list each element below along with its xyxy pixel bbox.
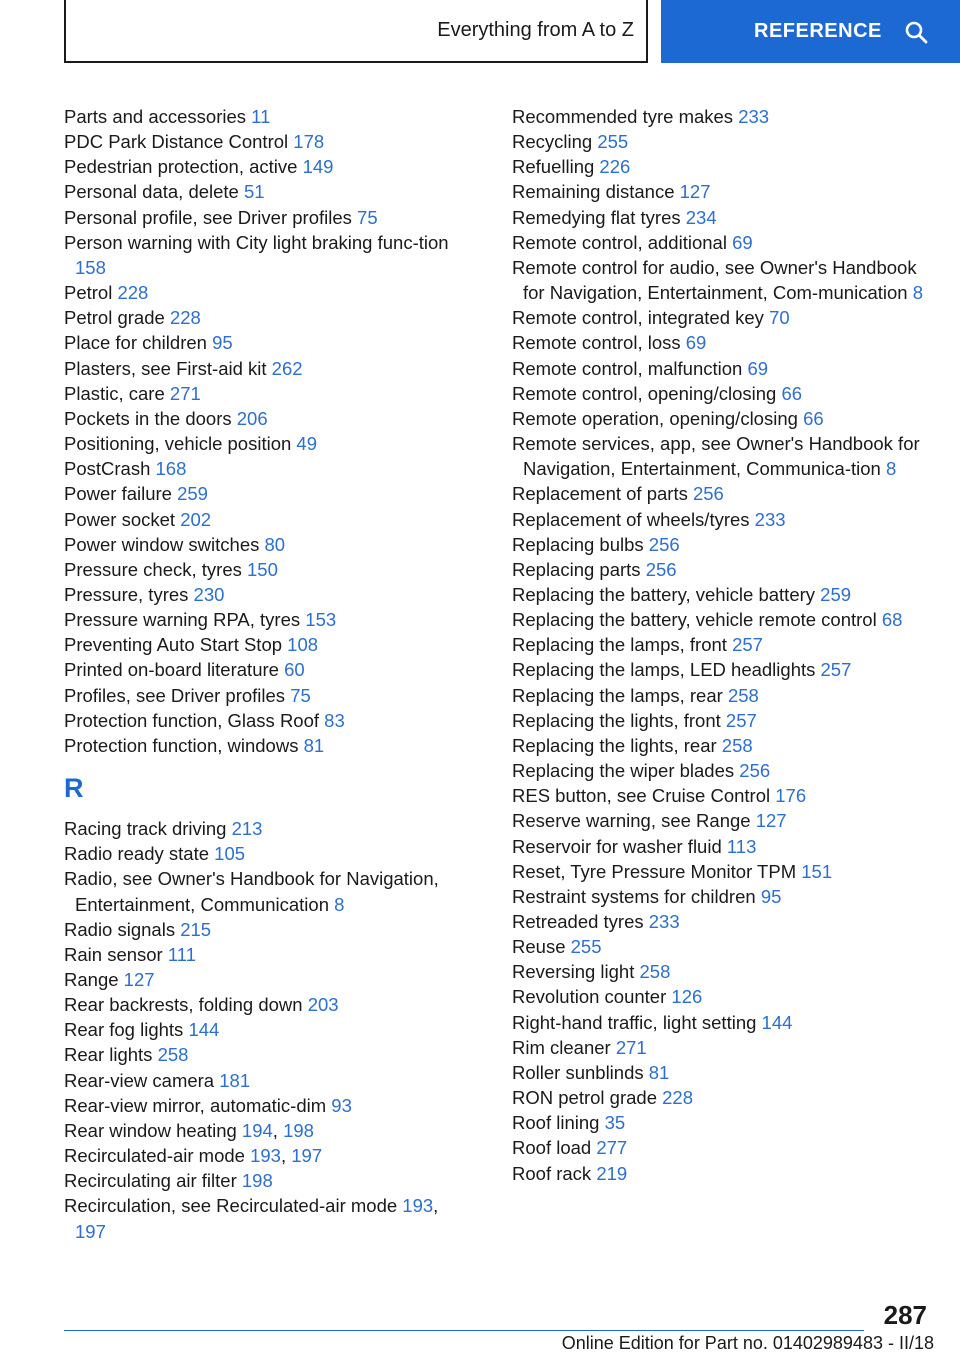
page-reference-link[interactable]: 197 bbox=[75, 1220, 106, 1242]
index-entry bbox=[512, 1035, 932, 1060]
index-term: Person warning with City light braking func-tion bbox=[64, 231, 449, 253]
index-term: Rear window heating bbox=[64, 1119, 237, 1141]
index-entry bbox=[512, 657, 932, 682]
page-reference-link[interactable]: 234 bbox=[685, 206, 717, 228]
index-term: Power failure bbox=[64, 483, 172, 505]
page-reference-link[interactable]: 230 bbox=[193, 583, 225, 605]
index-term: Remote control, additional bbox=[512, 231, 727, 253]
page-reference-link[interactable]: 127 bbox=[755, 810, 787, 832]
page-reference-link[interactable]: 66 bbox=[803, 407, 824, 429]
index-entry bbox=[64, 708, 464, 733]
index-term: Roof load bbox=[512, 1137, 592, 1159]
page-reference-link[interactable]: 83 bbox=[324, 709, 345, 731]
index-term: Roof rack bbox=[512, 1162, 592, 1184]
index-entry bbox=[64, 557, 464, 582]
page-reference-link[interactable]: 256 bbox=[648, 533, 680, 555]
index-entry bbox=[64, 1168, 464, 1193]
page-reference-link[interactable]: 80 bbox=[264, 533, 286, 555]
index-entry bbox=[64, 330, 464, 355]
index-entry bbox=[512, 205, 932, 230]
index-term: Recirculation, see Recirculated-air mode bbox=[64, 1195, 398, 1217]
index-term: Parts and accessories bbox=[64, 106, 247, 127]
index-entry bbox=[512, 1110, 932, 1135]
page-reference-link[interactable]: 127 bbox=[679, 181, 711, 203]
index-entry bbox=[64, 942, 464, 967]
page-reference-link[interactable]: 271 bbox=[169, 382, 201, 404]
page-number: 287 bbox=[883, 1300, 927, 1330]
index-entry bbox=[512, 884, 932, 909]
page-reference-link[interactable]: 111 bbox=[167, 943, 196, 965]
index-term: Protection function, Glass Roof bbox=[64, 709, 320, 731]
page-reference-link[interactable]: 69 bbox=[732, 231, 753, 253]
index-term: Radio signals bbox=[64, 918, 176, 940]
page-reference-link[interactable]: 105 bbox=[214, 843, 246, 865]
page-reference-link[interactable]: 262 bbox=[271, 357, 303, 379]
index-term: Remote control, integrated key bbox=[512, 307, 764, 329]
index-entry bbox=[512, 305, 932, 330]
index-entry: Recirculated-air mode 193, 197 bbox=[64, 1145, 323, 1167]
index-term: Rear lights bbox=[64, 1044, 153, 1066]
index-entry bbox=[512, 507, 932, 532]
index-entry bbox=[512, 532, 932, 557]
page-reference-link[interactable]: 193 bbox=[402, 1195, 434, 1217]
index-term: Protection function, windows bbox=[64, 734, 299, 756]
index-entry bbox=[64, 841, 464, 866]
index-term: Replacing the wiper blades bbox=[512, 760, 735, 782]
page-reference-link[interactable]: 259 bbox=[820, 583, 852, 605]
index-term: Revolution counter bbox=[512, 986, 667, 1008]
index-term: Replacing the lamps, front bbox=[512, 634, 727, 656]
section-letter: R bbox=[64, 773, 84, 804]
page-reference-link[interactable]: 206 bbox=[236, 407, 268, 429]
index-term: Roller sunblinds bbox=[512, 1061, 644, 1083]
page-reference-link[interactable]: 258 bbox=[157, 1044, 189, 1066]
index-term: Replacing the battery, vehicle battery bbox=[512, 583, 816, 605]
index-term: Profiles, see Driver profiles bbox=[64, 684, 286, 706]
page-reference-link[interactable]: 35 bbox=[604, 1112, 626, 1134]
index-term: Preventing Auto Start Stop bbox=[64, 634, 283, 656]
index-term: Reuse bbox=[512, 936, 566, 958]
index-term: Reserve warning, see Range bbox=[512, 810, 751, 832]
page-reference-link[interactable]: 8 bbox=[334, 893, 345, 915]
page-reference-link[interactable]: 151 bbox=[801, 860, 833, 882]
index-entry bbox=[64, 683, 464, 708]
index-term: Remote control, opening/closing bbox=[512, 382, 777, 404]
page-reference-link[interactable]: 233 bbox=[754, 508, 786, 530]
index-entry bbox=[64, 230, 464, 280]
index-entry bbox=[512, 330, 932, 355]
index-entry bbox=[64, 356, 464, 381]
index-entry bbox=[64, 381, 464, 406]
index-entry bbox=[64, 532, 464, 557]
page-reference-link[interactable]: 203 bbox=[307, 994, 339, 1016]
index-term: Rear-view mirror, automatic-dim bbox=[64, 1094, 327, 1116]
index-term: Remedying flat tyres bbox=[512, 206, 681, 228]
page-reference-link[interactable]: 158 bbox=[75, 256, 106, 278]
index-entry bbox=[512, 1010, 932, 1035]
page-reference-link[interactable]: 255 bbox=[597, 131, 629, 153]
index-entry bbox=[512, 582, 932, 607]
index-term: Petrol grade bbox=[64, 307, 165, 329]
index-entry bbox=[512, 129, 932, 154]
page-reference-link[interactable]: 197 bbox=[291, 1145, 323, 1167]
index-group-r-continued bbox=[512, 104, 932, 1186]
index-term: Rear fog lights bbox=[64, 1019, 184, 1041]
index-entry bbox=[512, 1060, 932, 1085]
index-entry bbox=[512, 783, 932, 808]
index-entry bbox=[64, 431, 464, 456]
page-reference-link[interactable]: 95 bbox=[212, 332, 233, 354]
index-term: Remote control for audio, see Owner's Handbook for Navigation, Entertainment, Com-munication bbox=[512, 256, 917, 304]
header-section-tab[interactable] bbox=[661, 0, 960, 63]
index-term: Recirculated-air mode bbox=[64, 1145, 245, 1167]
page-reference-link[interactable]: 271 bbox=[615, 1036, 647, 1058]
index-term: RON petrol grade bbox=[512, 1087, 657, 1109]
page-reference-link[interactable]: 149 bbox=[302, 156, 334, 178]
index-term: Racing track driving bbox=[64, 818, 227, 840]
index-term: PostCrash bbox=[64, 458, 151, 480]
footer-rule bbox=[64, 1330, 864, 1331]
index-entry bbox=[512, 154, 932, 179]
page-reference-link[interactable]: 69 bbox=[685, 332, 707, 354]
index-term: Replacing the lamps, rear bbox=[512, 684, 723, 706]
page-reference-link[interactable]: 256 bbox=[645, 558, 677, 580]
index-entry bbox=[64, 1017, 464, 1042]
index-entry bbox=[64, 481, 464, 506]
index-entry bbox=[64, 733, 464, 758]
index-entry bbox=[512, 683, 932, 708]
page-reference-link[interactable]: 198 bbox=[241, 1170, 273, 1192]
index-term: Recirculating air filter bbox=[64, 1170, 237, 1192]
index-term: Remote control, loss bbox=[512, 332, 681, 354]
index-entry bbox=[64, 154, 464, 179]
page-reference-link[interactable]: 8 bbox=[912, 282, 923, 304]
page-reference-link[interactable]: 69 bbox=[747, 357, 769, 379]
index-term: Printed on-board literature bbox=[64, 659, 279, 681]
index-term: Pedestrian protection, active bbox=[64, 156, 298, 178]
index-term: Replacing the lights, rear bbox=[512, 734, 717, 756]
index-entry bbox=[512, 255, 932, 305]
index-term: PDC Park Distance Control bbox=[64, 131, 289, 153]
page-reference-link[interactable]: 228 bbox=[169, 307, 201, 329]
page-reference-link[interactable]: 256 bbox=[692, 483, 724, 505]
index-entry bbox=[512, 909, 932, 934]
index-entry bbox=[512, 381, 932, 406]
index-term: Right-hand traffic, light setting bbox=[512, 1011, 757, 1033]
index-term: Power socket bbox=[64, 508, 176, 530]
index-term: Rear-view camera bbox=[64, 1069, 215, 1091]
index-term: Rain sensor bbox=[64, 943, 163, 965]
index-entry bbox=[64, 866, 464, 916]
page-reference-link[interactable]: 233 bbox=[648, 911, 680, 932]
index-entry bbox=[64, 967, 464, 992]
index-entry bbox=[64, 507, 464, 532]
index-entry bbox=[512, 481, 932, 506]
index-entry bbox=[64, 129, 464, 154]
index-entry bbox=[64, 104, 464, 129]
index-term: Replacing the lamps, LED headlights bbox=[512, 659, 816, 681]
index-group-p bbox=[64, 104, 464, 758]
index-term: Plasters, see First-aid kit bbox=[64, 357, 267, 379]
page-reference-link[interactable]: 11 bbox=[251, 106, 271, 127]
page-reference-link[interactable]: 257 bbox=[732, 634, 763, 656]
page-reference-link[interactable]: 198 bbox=[283, 1119, 314, 1141]
index-entry bbox=[512, 984, 932, 1009]
index-term: Range bbox=[64, 969, 119, 990]
page-reference-link[interactable]: 219 bbox=[596, 1162, 628, 1184]
index-entry bbox=[512, 431, 932, 481]
index-entry bbox=[512, 708, 932, 733]
page-reference-link[interactable]: 257 bbox=[820, 659, 852, 681]
index-entry bbox=[64, 406, 464, 431]
index-entry bbox=[64, 1068, 464, 1093]
page-reference-link[interactable]: 93 bbox=[331, 1094, 352, 1116]
index-term: Remaining distance bbox=[512, 181, 675, 203]
footer-edition: Online Edition for Part no. 01402989483 - II/18 bbox=[561, 1333, 934, 1353]
page-reference-link[interactable]: 215 bbox=[180, 918, 212, 940]
index-entry bbox=[64, 280, 464, 305]
index-term: Personal profile, see Driver profiles bbox=[64, 206, 352, 228]
index-term: Replacing the battery, vehicle remote control bbox=[512, 609, 877, 631]
index-entry bbox=[512, 859, 932, 884]
page-reference-link[interactable]: 68 bbox=[881, 609, 903, 631]
index-term: Refuelling bbox=[512, 156, 595, 178]
index-term: Reservoir for washer fluid bbox=[512, 835, 722, 857]
page-reference-link[interactable]: 257 bbox=[725, 709, 757, 731]
index-term: Power window switches bbox=[64, 533, 260, 555]
index-term: Restraint systems for children bbox=[512, 885, 756, 907]
page-reference-link[interactable]: 75 bbox=[357, 206, 378, 228]
index-entry bbox=[64, 816, 464, 841]
page-reference-link[interactable]: 113 bbox=[726, 835, 757, 857]
page-reference-link[interactable]: 70 bbox=[769, 307, 790, 329]
index-entry bbox=[512, 1135, 932, 1160]
page-reference-link[interactable]: 150 bbox=[247, 558, 278, 580]
page-reference-link[interactable]: 81 bbox=[648, 1061, 670, 1083]
index-entry bbox=[512, 1161, 932, 1186]
index-term: Reversing light bbox=[512, 961, 635, 983]
page-reference-link[interactable]: 8 bbox=[885, 458, 897, 480]
index-entry bbox=[512, 808, 932, 833]
index-entry bbox=[64, 1093, 464, 1118]
index-term: Replacement of wheels/tyres bbox=[512, 508, 750, 530]
index-column-right bbox=[512, 104, 932, 1186]
page-reference-link[interactable]: 228 bbox=[117, 282, 149, 304]
index-entry bbox=[512, 632, 932, 657]
index-term: Remote services, app, see Owner's Handbook for Navigation, Entertainment, Communica-tion bbox=[512, 433, 920, 480]
index-term: Reset, Tyre Pressure Monitor TPM bbox=[512, 860, 797, 882]
page-reference-link[interactable]: 233 bbox=[738, 106, 770, 127]
index-group-r bbox=[64, 816, 464, 1244]
page-reference-link[interactable]: 60 bbox=[284, 659, 305, 681]
page-reference-link[interactable]: 258 bbox=[727, 684, 759, 706]
index-term: Personal data, delete bbox=[64, 181, 239, 203]
page-reference-link[interactable]: 127 bbox=[123, 969, 155, 990]
index-entry bbox=[512, 934, 932, 959]
page-reference-link[interactable]: 66 bbox=[781, 382, 803, 404]
page-reference-link[interactable]: 153 bbox=[305, 609, 337, 631]
index-entry bbox=[64, 456, 464, 481]
index-term: Pressure warning RPA, tyres bbox=[64, 609, 301, 631]
page-reference-link[interactable]: 51 bbox=[244, 181, 265, 203]
index-entry: Rear window heating 194, 198 bbox=[64, 1119, 314, 1141]
index-term: Place for children bbox=[64, 332, 207, 354]
index-term: Petrol bbox=[64, 282, 113, 304]
page-reference-link[interactable]: 176 bbox=[775, 785, 807, 807]
page-reference-link[interactable]: 168 bbox=[155, 458, 187, 480]
index-entry bbox=[512, 356, 932, 381]
index-term: Replacing the lights, front bbox=[512, 709, 721, 731]
page-reference-link[interactable]: 226 bbox=[599, 156, 631, 178]
index-term: Replacing bulbs bbox=[512, 533, 644, 555]
index-term: RES button, see Cruise Control bbox=[512, 785, 771, 807]
index-term: Rim cleaner bbox=[512, 1036, 611, 1058]
index-entry: Recirculation, see Recirculated-air mode 193, 197 bbox=[64, 1195, 439, 1242]
page-reference-link[interactable]: 144 bbox=[761, 1011, 793, 1033]
section-label: REFERENCE bbox=[754, 20, 882, 42]
header-title-box bbox=[64, 0, 648, 63]
index-entry bbox=[64, 917, 464, 942]
page-reference-link[interactable]: 49 bbox=[296, 433, 317, 455]
page-reference-link[interactable]: 181 bbox=[219, 1069, 251, 1091]
index-entry bbox=[64, 607, 464, 632]
page-reference-link[interactable]: 178 bbox=[293, 131, 325, 153]
page-reference-link[interactable]: 213 bbox=[231, 818, 263, 840]
page-reference-link[interactable]: 193 bbox=[250, 1145, 281, 1167]
index-term: Replacement of parts bbox=[512, 483, 688, 505]
page-reference-link[interactable]: 228 bbox=[662, 1087, 693, 1109]
index-term: Remote control, malfunction bbox=[512, 357, 743, 379]
index-entry bbox=[512, 607, 932, 632]
page-reference-link[interactable]: 256 bbox=[739, 760, 771, 782]
header-title: Everything from A to Z bbox=[437, 19, 634, 41]
index-column-left bbox=[64, 104, 464, 1244]
index-entry bbox=[64, 582, 464, 607]
page-reference-link[interactable]: 255 bbox=[570, 936, 602, 958]
index-entry bbox=[512, 557, 932, 582]
page-reference-link[interactable]: 259 bbox=[177, 483, 208, 505]
index-term: Recycling bbox=[512, 131, 593, 153]
index-term: Replacing parts bbox=[512, 558, 641, 580]
index-entry bbox=[512, 733, 932, 758]
index-entry bbox=[64, 992, 464, 1017]
index-term: Radio ready state bbox=[64, 843, 210, 865]
index-term: Retreaded tyres bbox=[512, 911, 644, 932]
page-reference-link[interactable]: 194 bbox=[241, 1119, 273, 1141]
page-reference-link[interactable]: 277 bbox=[596, 1137, 628, 1159]
index-entry bbox=[64, 305, 464, 330]
index-entry bbox=[512, 406, 932, 431]
index-term: Pressure check, tyres bbox=[64, 558, 242, 580]
index-term: Positioning, vehicle position bbox=[64, 433, 292, 455]
page-reference-link[interactable]: 75 bbox=[290, 684, 311, 706]
index-entry bbox=[64, 657, 464, 682]
page-reference-link[interactable]: 126 bbox=[671, 986, 703, 1008]
page-reference-link[interactable]: 144 bbox=[188, 1019, 220, 1041]
index-term: Rear backrests, folding down bbox=[64, 994, 303, 1016]
index-entry bbox=[512, 959, 932, 984]
index-term: Roof lining bbox=[512, 1112, 600, 1134]
index-entry bbox=[512, 179, 932, 204]
page-reference-link[interactable]: 258 bbox=[639, 961, 671, 983]
index-entry bbox=[512, 1085, 932, 1110]
index-term: Pressure, tyres bbox=[64, 583, 189, 605]
index-entry bbox=[512, 758, 932, 783]
page-reference-link[interactable]: 258 bbox=[721, 734, 753, 756]
index-entry bbox=[64, 205, 464, 230]
index-entry bbox=[512, 834, 932, 859]
index-entry bbox=[512, 104, 932, 129]
index-entry bbox=[64, 1042, 464, 1067]
index-term: Remote operation, opening/closing bbox=[512, 407, 798, 429]
index-entry bbox=[64, 179, 464, 204]
page-reference-link[interactable]: 81 bbox=[303, 734, 325, 756]
page-reference-link[interactable]: 108 bbox=[287, 634, 319, 656]
page-reference-link[interactable]: 202 bbox=[180, 508, 212, 530]
index-term: Recommended tyre makes bbox=[512, 106, 734, 127]
index-entry bbox=[512, 230, 932, 255]
index-term: Pockets in the doors bbox=[64, 407, 232, 429]
page-reference-link[interactable]: 95 bbox=[760, 885, 782, 907]
index-term: Radio, see Owner's Handbook for Navigation, Entertainment, Communication bbox=[64, 868, 439, 915]
index-entry bbox=[64, 632, 464, 657]
index-term: Plastic, care bbox=[64, 382, 165, 404]
search-icon[interactable] bbox=[904, 20, 928, 44]
